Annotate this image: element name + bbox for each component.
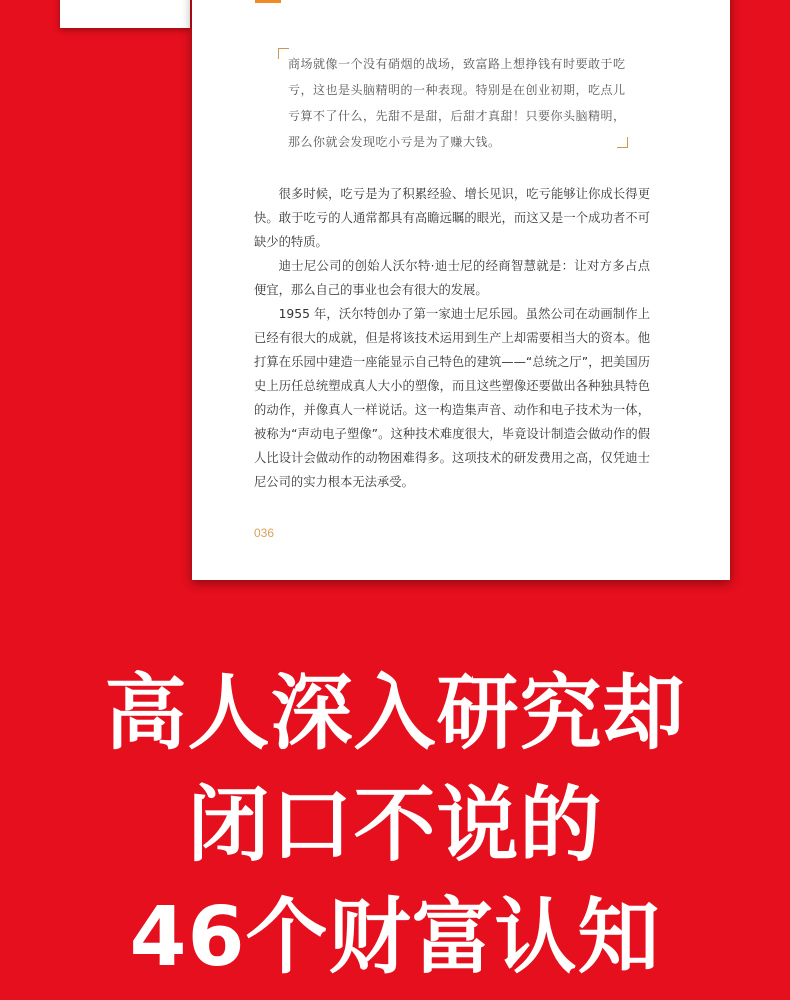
quote-box: [278, 48, 628, 148]
page-number: 036: [254, 526, 275, 540]
background-book-page: [60, 0, 190, 28]
body-text: [254, 182, 650, 494]
quote-text: 商场就像一个没有硝烟的战场，致富路上想挣钱有时要敢于吃亏，这也是头脑精明的一种表现。特别是在创业初期，吃点儿亏算不了什么，先甜不是甜，后甜才真甜！只要你头脑精明，那么你就会发现吃小亏是为了赚大钱。: [288, 57, 626, 149]
paragraph: 1955 年，沃尔特创办了第一家迪士尼乐园。虽然公司在动画制作上已经有很大的成就，但是将该技术运用到生产上却需要相当大的资本。他打算在乐园中建造一座能显示自己特色的建筑——“总统之厅”，把美国历史上历任总统塑成真人大小的塑像，而且这些塑像还要做出各种独具特色的动作，并像真人一样说话。这一构造集声音、动作和电子技术为一体，被称为“声动电子塑像”。这种技术难度很大，毕竟设计制造会做动作的假人比设计会做动作的动物困难得多。这项技术的研发费用之高，仅凭迪士尼公司的实力根本无法承受。: [254, 307, 650, 489]
accent-tab-marker: [255, 0, 281, 3]
paragraph: 迪士尼公司的创始人沃尔特·迪士尼的经商智慧就是：让对方多占点便宜，那么自己的事业也会有很大的发展。: [254, 259, 650, 297]
headline-line-2: 闭口不说的: [187, 778, 603, 873]
quote-close-bracket-icon: [617, 137, 628, 148]
headline-line-1: 高人深入研究却: [104, 666, 686, 761]
headline: [0, 658, 790, 994]
paragraph: 很多时候，吃亏是为了积累经验、增长见识，吃亏能够让你成长得更快。敢于吃亏的人通常都具有高瞻远瞩的眼光，而这又是一个成功者不可缺少的特质。: [254, 187, 650, 249]
headline-line-3: 46个财富认知: [129, 890, 661, 985]
book-page: [192, 0, 730, 580]
